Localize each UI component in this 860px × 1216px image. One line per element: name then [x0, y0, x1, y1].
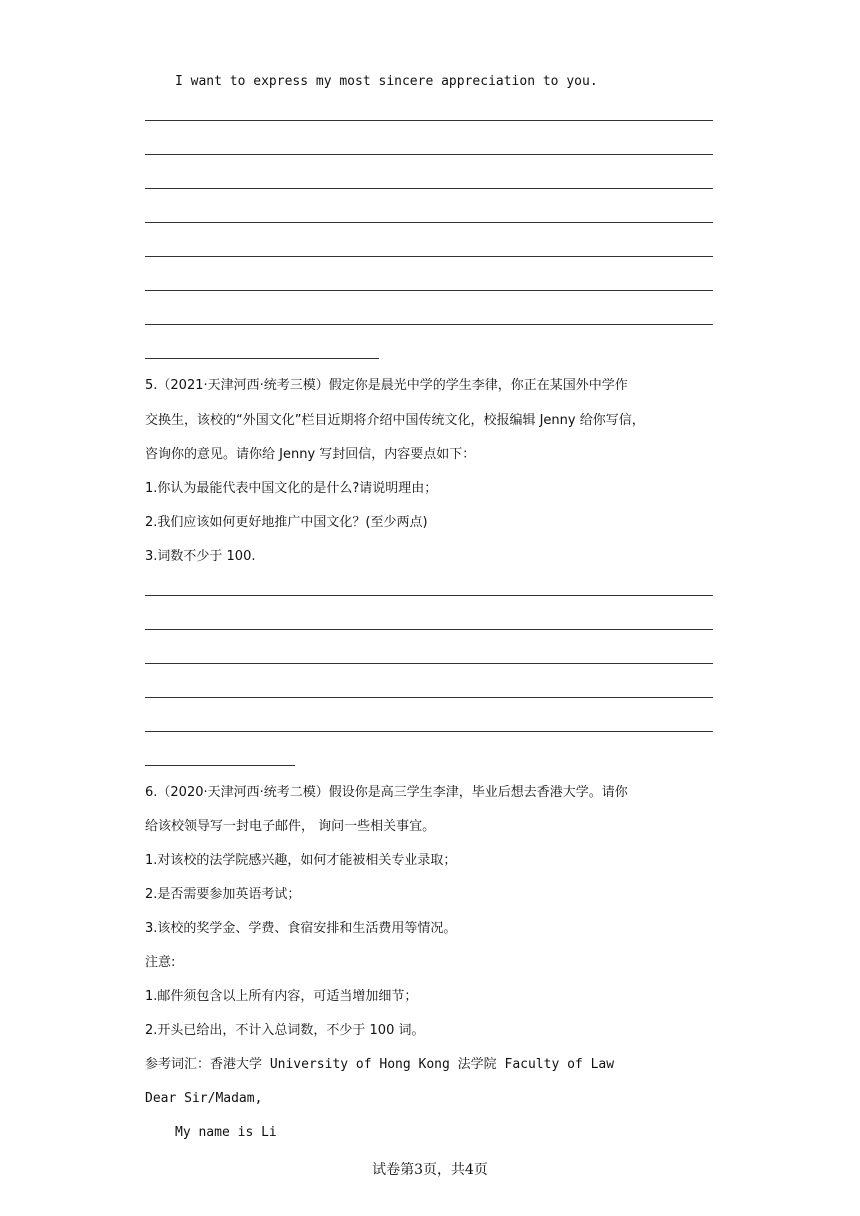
- q6-note: 2.开头已给出，不计入总词数，不少于 100 词。: [145, 1023, 425, 1038]
- q6-header: 6.（2020·天津河西·统考二模）假设你是高三学生李津，毕业后想去香港大学。请你: [145, 785, 628, 800]
- answer-line[interactable]: [145, 595, 713, 596]
- answer-line[interactable]: [145, 188, 713, 189]
- answer-line-end[interactable]: [145, 765, 295, 766]
- answer-line[interactable]: [145, 324, 713, 325]
- answer-line[interactable]: [145, 731, 713, 732]
- q6-salutation: Dear Sir/Madam,: [145, 1091, 263, 1106]
- q5-point: 3.词数不少于 100.: [145, 549, 256, 564]
- q5-header: 5.（2021·天津河西·统考三模）假定你是晨光中学的学生李律，你正在某国外中学作: [145, 378, 628, 393]
- page-footer: 试卷第3页，共4页: [372, 1162, 488, 1178]
- closing-sentence: I want to express my most sincere appreciation to you.: [175, 74, 598, 89]
- q6-note-label: 注意:: [145, 955, 176, 970]
- q6-note: 1.邮件须包含以上所有内容，可适当增加细节；: [145, 989, 418, 1004]
- answer-line[interactable]: [145, 154, 713, 155]
- answer-line[interactable]: [145, 222, 713, 223]
- q6-point: 2.是否需要参加英语考试；: [145, 887, 301, 902]
- q5-body-line: 咨询你的意见。请你给 Jenny 写封回信，内容要点如下：: [145, 447, 476, 462]
- answer-line[interactable]: [145, 290, 713, 291]
- answer-line[interactable]: [145, 120, 713, 121]
- q6-point: 1.对该校的法学院感兴趣，如何才能被相关专业录取；: [145, 853, 457, 868]
- answer-line[interactable]: [145, 663, 713, 664]
- q6-vocab: 参考词汇：香港大学 University of Hong Kong 法学院 Faculty of Law: [145, 1057, 615, 1072]
- q5-point: 1.你认为最能代表中国文化的是什么?请说明理由；: [145, 481, 438, 496]
- answer-line[interactable]: [145, 697, 713, 698]
- answer-line[interactable]: [145, 256, 713, 257]
- q6-point: 3.该校的奖学金、学费、食宿安排和生活费用等情况。: [145, 921, 457, 936]
- answer-line-end[interactable]: [145, 358, 379, 359]
- q6-body-line: 给该校领导写一封电子邮件， 询问一些相关事宜。: [145, 819, 436, 834]
- q6-opening: My name is Li: [175, 1125, 277, 1140]
- q5-point: 2.我们应该如何更好地推广中国文化？(至少两点): [145, 515, 428, 530]
- answer-line[interactable]: [145, 629, 713, 630]
- q5-body-line: 交换生，该校的“外国文化”栏目近期将介绍中国传统文化，校报编辑 Jenny 给你写信，: [145, 413, 645, 428]
